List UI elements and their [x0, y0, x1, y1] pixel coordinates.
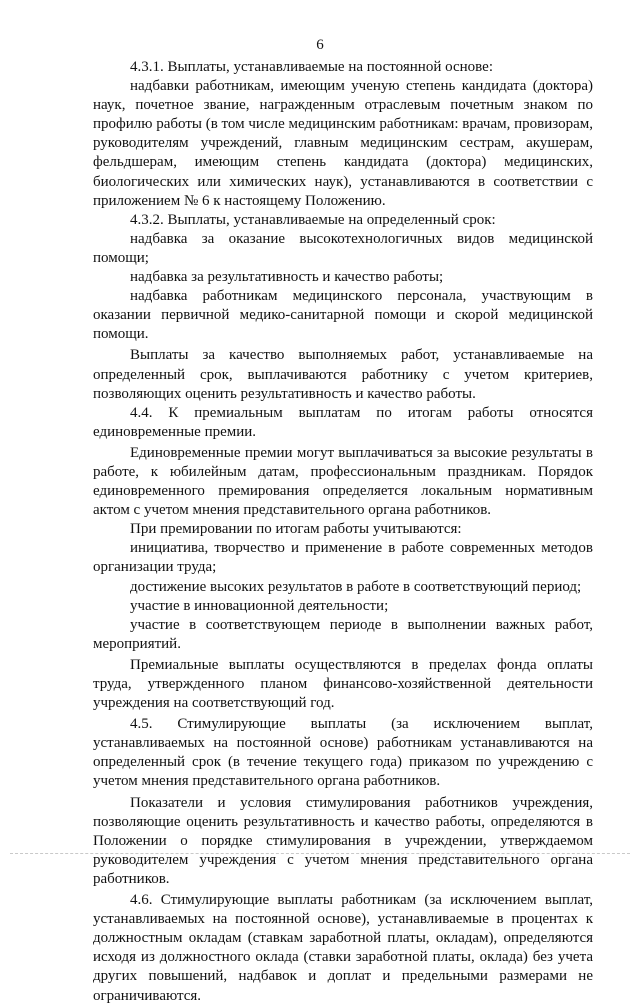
paragraph-incentive-indicators: Показатели и условия стимулирования работников учреждения, позволяющие оценить результативность и качество работы, определяются в Положении о порядке стимулирования в учреждении, утверждаемом руководителем учреждения с учетом мнения представительного органа работников. [93, 794, 593, 887]
paragraph-criterion-initiative: инициатива, творчество и применение в работе современных методов организации труда; [93, 540, 593, 576]
paragraph-performance-allowance: надбавка за результативность и качество работы; [130, 269, 444, 286]
paragraph-criterion-important-work: участие в соответствующем периоде в выполнении важных работ, мероприятий. [93, 616, 593, 652]
paragraph-quality-payments: Выплаты за качество выполняемых работ, устанавливаемые на определенный срок, выплачиваются работнику с учетом критериев, позволяющих оценить результативность и качество работы. [93, 347, 593, 402]
paragraph-one-time-bonuses: Единовременные премии могут выплачиваться за высокие результаты в работе, к юбилейным датам, профессиональным праздникам. Порядок единовременного премирования определяется локальным нормативным актом с учетом мнения представительного органа работников. [93, 444, 593, 519]
paragraph-4-5: 4.5. Стимулирующие выплаты (за исключением выплат, устанавливаемых на постоянной основе) работникам устанавливаются на определенный срок (в течение текущего года) приказом по учреждению с учетом мнения представительного органа работников. [93, 716, 593, 790]
scan-edge-line [10, 853, 630, 854]
paragraph-bonus-criteria-intro: При премировании по итогам работы учитываются: [130, 521, 462, 538]
paragraph-academic-degree-allowance: надбавки работникам, имеющим ученую степень кандидата (доктора) наук, почетное звание, награжденным отраслевым почетным знаком по профилю работы (в том числе медицинским работникам: врачам, провизорам, руководителям учреждений, главным медицинским сестрам, акушерам, фельдшерам, имеющим степень кандидата (доктора) медицинских, биологических или химических наук), устанавливаются в соответствии с приложением № 6 к настоящему Положению. [93, 78, 593, 209]
page-number: 6 [316, 37, 324, 53]
paragraph-bonus-fund: Премиальные выплаты осуществляются в пределах фонда оплаты труда, утвержденного планом финансово-хозяйственной деятельности учреждения на соответствующий год. [93, 656, 593, 712]
paragraph-criterion-innovation: участие в инновационной деятельности; [130, 597, 389, 614]
paragraph-4-3-1: 4.3.1. Выплаты, устанавливаемые на постоянной основе: [130, 59, 493, 75]
paragraph-4-6: 4.6. Стимулирующие выплаты работникам (за исключением выплат, устанавливаемых на постоянной основе), устанавливаемые в процентах к должностным окладам (ставкам заработной платы, окладам), определяются исходя из должностного оклада (ставки заработной платы, оклада) без учета других повышений, надбавок и доплат и предельными размерами не ограничиваются. [93, 892, 593, 1004]
document-body [93, 58, 593, 1006]
paragraph-4-3-2: 4.3.2. Выплаты, устанавливаемые на определенный срок: [130, 211, 496, 228]
paragraph-primary-care-allowance: надбавка работникам медицинского персонала, участвующим в оказании первичной медико-санитарной помощи и скорой медицинской помощи. [93, 288, 593, 343]
paragraph-criterion-results: достижение высоких результатов в работе в соответствующий период; [130, 578, 582, 595]
paragraph-4-4: 4.4. К премиальным выплатам по итогам работы относятся единовременные премии. [93, 404, 593, 440]
paragraph-high-tech-care-allowance: надбавка за оказание высокотехнологичных видов медицинской помощи; [93, 230, 593, 266]
